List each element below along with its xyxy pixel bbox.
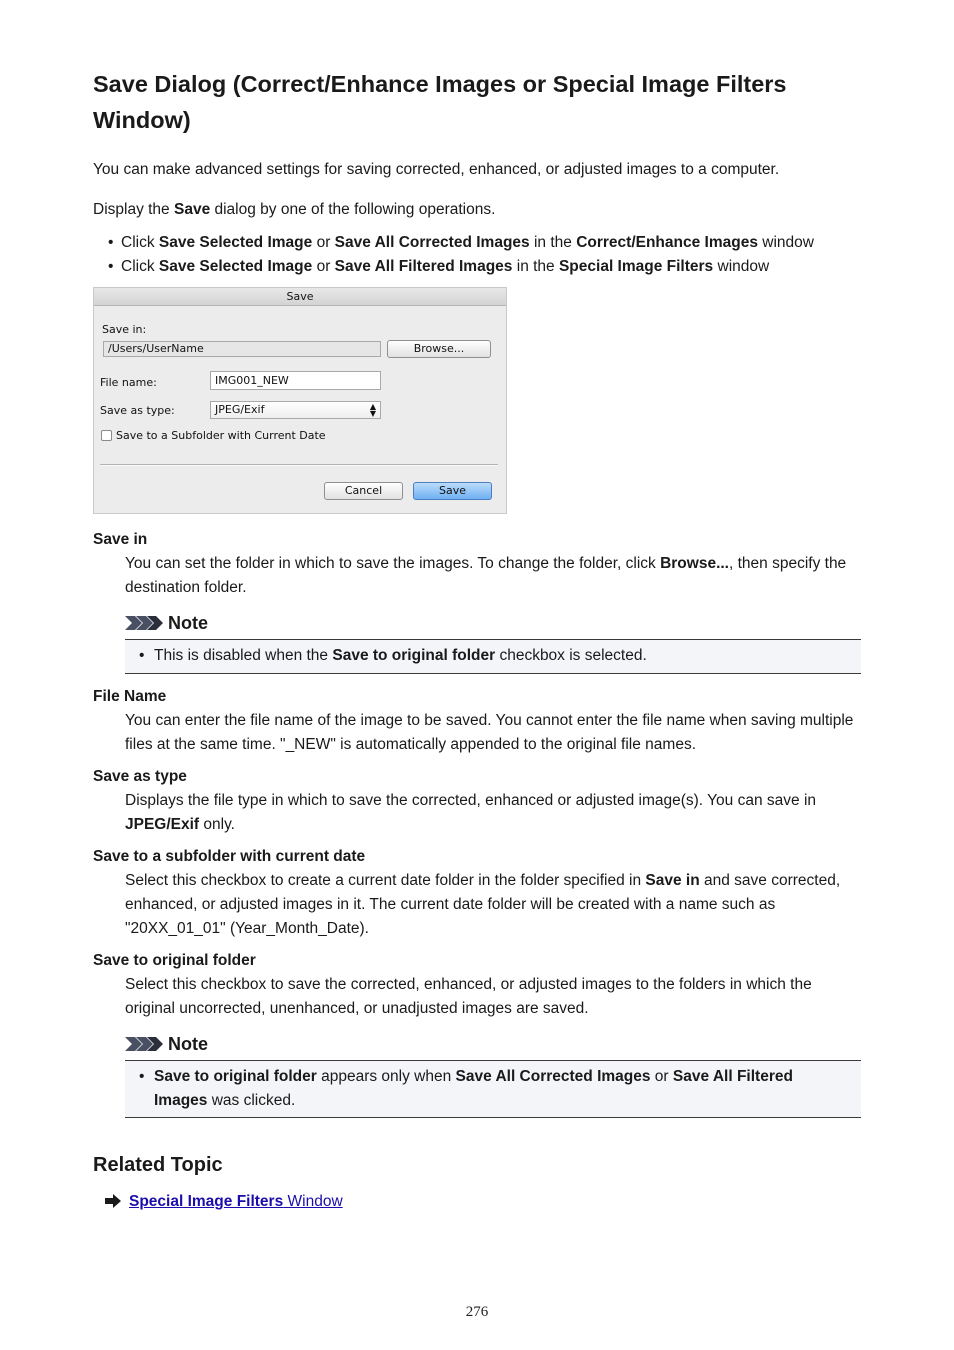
note-box: • Save to original folder appears only when Save All Corrected Images or Save All Filtered Images was clicked. — [125, 1060, 861, 1118]
display-instruction: Display the Save dialog by one of the following operations. — [93, 201, 496, 218]
save-button[interactable]: Save — [413, 482, 492, 500]
list-item: • Click Save Selected Image or Save All Corrected Images in the Correct/Enhance Images window — [108, 231, 814, 255]
term-file-name: File Name — [93, 688, 167, 705]
term-save-in: Save in — [93, 531, 148, 548]
term-original-folder: Save to original folder — [93, 952, 256, 969]
list-item: • Click Save Selected Image or Save All Filtered Images in the Special Image Filters window — [108, 255, 814, 279]
subfolder-checkbox-row[interactable] — [101, 429, 326, 442]
note-heading: Note — [125, 1033, 325, 1055]
subfolder-checkbox[interactable] — [101, 430, 112, 441]
save-as-type-label: Save as type: — [100, 404, 175, 417]
subfolder-checkbox-label: Save to a Subfolder with Current Date — [116, 429, 326, 442]
select-arrows-icon: ▲ ▼ — [369, 402, 376, 418]
dialog-separator — [100, 464, 498, 466]
save-as-type-select[interactable] — [210, 401, 381, 419]
page-number: 276 — [465, 1304, 489, 1320]
save-in-field[interactable]: /Users/UserName — [103, 341, 381, 357]
arrow-right-icon — [105, 1194, 121, 1208]
browse-button[interactable]: Browse... — [387, 340, 491, 358]
desc-save-as-type: Displays the file type in which to save the corrected, enhanced or adjusted image(s). You can save in JPEG/Exif only. — [125, 792, 817, 833]
desc-file-name: You can enter the file name of the image to be saved. You cannot enter the file name when saving multiple files at the same time. "_NEW" is automatically appended to the original file names. — [125, 712, 854, 753]
term-save-as-type: Save as type — [93, 768, 187, 785]
note-text: This is disabled when the Save to original folder checkbox is selected. — [154, 647, 647, 664]
note-box: • This is disabled when the Save to original folder checkbox is selected. — [125, 639, 861, 674]
note-heading: Note — [125, 612, 325, 634]
save-dialog — [93, 287, 507, 514]
note-arrows-icon — [125, 1037, 163, 1051]
intro-text: You can make advanced settings for saving corrected, enhanced, or adjusted images to a computer. — [93, 161, 780, 178]
dialog-title: Save — [94, 288, 506, 306]
desc-save-in: You can set the folder in which to save the images. To change the folder, click Browse..., then specify the destination folder. — [125, 555, 847, 596]
file-name-input[interactable]: IMG001_NEW — [210, 371, 381, 390]
related-topic-heading: Related Topic — [93, 1154, 223, 1176]
page-title: Save Dialog (Correct/Enhance Images or Special Image Filters Window) — [93, 71, 787, 133]
term-subfolder: Save to a subfolder with current date — [93, 848, 366, 865]
desc-subfolder: Select this checkbox to create a current date folder in the folder specified in Save in and save corrected, enhanced, or adjusted images in it. The current date folder will be created with a name such as "20XX_01_01" (Year_Month_Date). — [125, 872, 841, 937]
file-name-label: File name: — [100, 376, 157, 389]
note-text: Save to original folder appears only when Save All Corrected Images or Save All Filtered Images was clicked. — [154, 1068, 793, 1109]
related-link-row — [105, 1190, 343, 1214]
special-image-filters-window-link[interactable]: Special Image Filters Window — [129, 1193, 343, 1210]
cancel-button[interactable]: Cancel — [324, 482, 403, 500]
save-as-type-value: JPEG/Exif — [215, 403, 265, 416]
operations-list — [108, 231, 814, 279]
desc-original-folder: Select this checkbox to save the corrected, enhanced, or adjusted images to the folders in which the original uncorrected, unenhanced, or unadjusted images are saved. — [125, 976, 812, 1017]
save-in-label: Save in: — [102, 323, 147, 336]
note-arrows-icon — [125, 616, 163, 630]
